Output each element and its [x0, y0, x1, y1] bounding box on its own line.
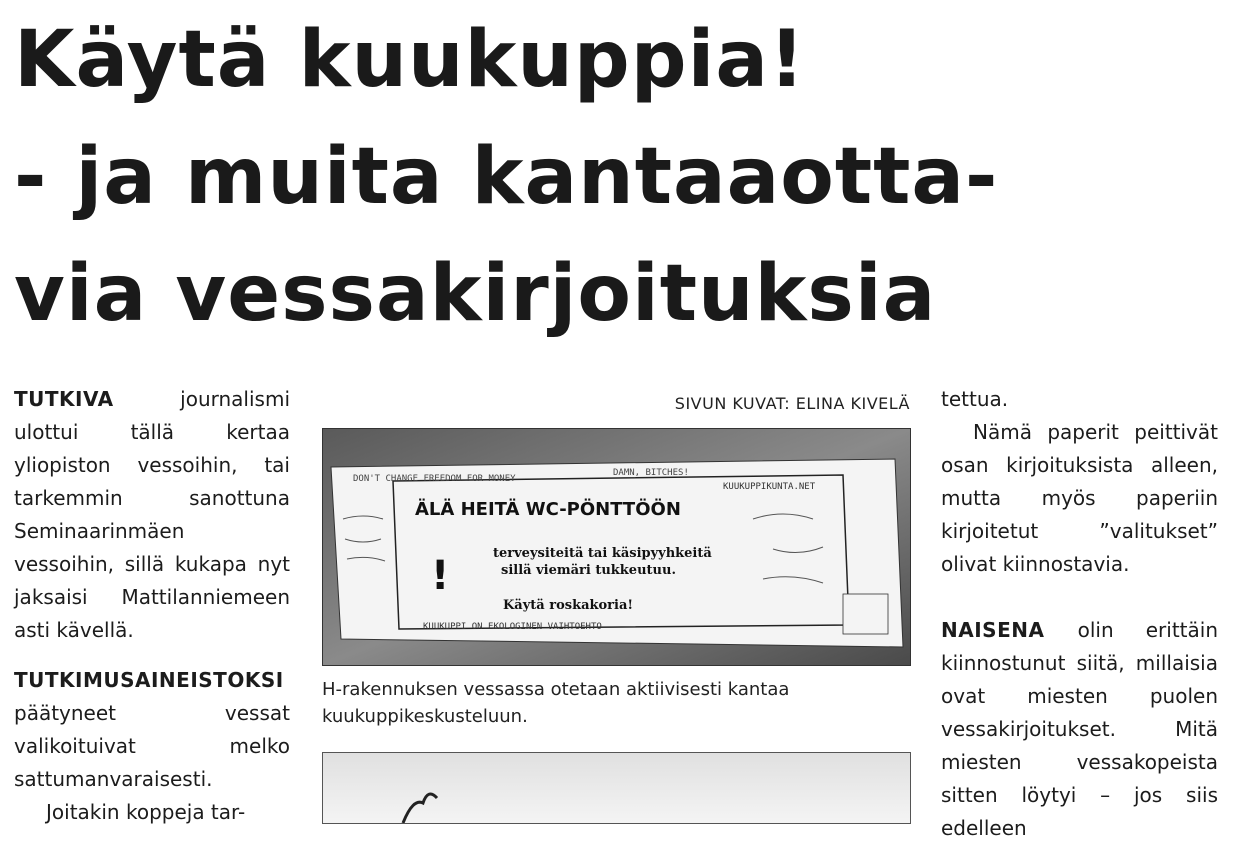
photo-credit: SIVUN KUVAT: ELINA KIVELÄ	[674, 394, 910, 413]
graffiti-top-2: DAMN, BITCHES!	[613, 468, 689, 478]
sign-line-2: terveysiteitä tai käsipyyhkeitä	[493, 546, 712, 561]
left-text-column	[14, 383, 290, 829]
paragraph-1-text: journalismi ulottui tällä kertaa yliopiston vessoihin, tai tarkemmin sanottuna Seminaarinmäen vessoihin, sillä kukapa nyt jaksaisi Mattilanniemeen asti kävellä.	[14, 387, 290, 642]
headline-line-1: Käytä kuukuppia!	[14, 15, 806, 105]
paragraph-2-text: päätyneet vessat valikoituivat melko sattumanvaraisesti.	[14, 701, 290, 791]
sign-line-3: sillä viemäri tukkeutuu.	[501, 563, 676, 578]
paragraph-2	[14, 664, 290, 796]
paragraph-r3	[941, 614, 1218, 845]
graffiti-bottom: KUUKUPPI ON EKOLOGINEN VAIHTOEHTO	[423, 622, 602, 632]
graffiti-top: DON'T CHANGE FREEDOM FOR MONEY	[353, 474, 516, 484]
article-headline	[14, 2, 1229, 353]
headline-line-3: via vessakirjoituksia	[14, 249, 937, 339]
paragraph-1-lead: TUTKIVA	[14, 387, 181, 411]
photo-illustration	[323, 429, 910, 665]
graffiti-url: KUUKUPPIKUNTA.NET	[723, 482, 816, 492]
paragraph-1	[14, 383, 290, 647]
paragraph-r2: Nämä paperit peittivät osan kirjoituksista alleen, mutta myös paperiin kirjoitetut ”valitukset” olivat kiinnostavia.	[941, 420, 1218, 576]
second-photo	[322, 752, 911, 824]
paragraph-r3-text: olin erittäin kiinnostunut siitä, millaisia ovat miesten puolen vessakirjoitukset. Mitä miesten vessakopeista sitten löytyi – jos siis edelleen	[941, 618, 1219, 840]
paragraph-r3-lead: NAISENA	[941, 618, 1078, 642]
paragraph-2-lead: TUTKIMUSAINEISTOKSI	[14, 668, 284, 692]
paragraph-r1: tettua.	[941, 387, 1009, 411]
sign-title: ÄLÄ HEITÄ WC-PÖNTTÖÖN	[415, 499, 681, 520]
second-photo-illustration	[323, 753, 910, 823]
headline-line-2: - ja muita kantaaotta-	[14, 132, 999, 222]
article-photo	[322, 428, 911, 666]
sign-line-4: Käytä roskakoria!	[503, 598, 634, 613]
photo-caption: H-rakennuksen vessassa otetaan aktiivisesti kantaa kuukuppikeskusteluun.	[322, 679, 790, 727]
paragraph-3: Joitakin koppeja tar-	[46, 800, 246, 824]
exclamation-mark-icon: !	[431, 553, 450, 599]
right-text-column	[941, 383, 1218, 845]
